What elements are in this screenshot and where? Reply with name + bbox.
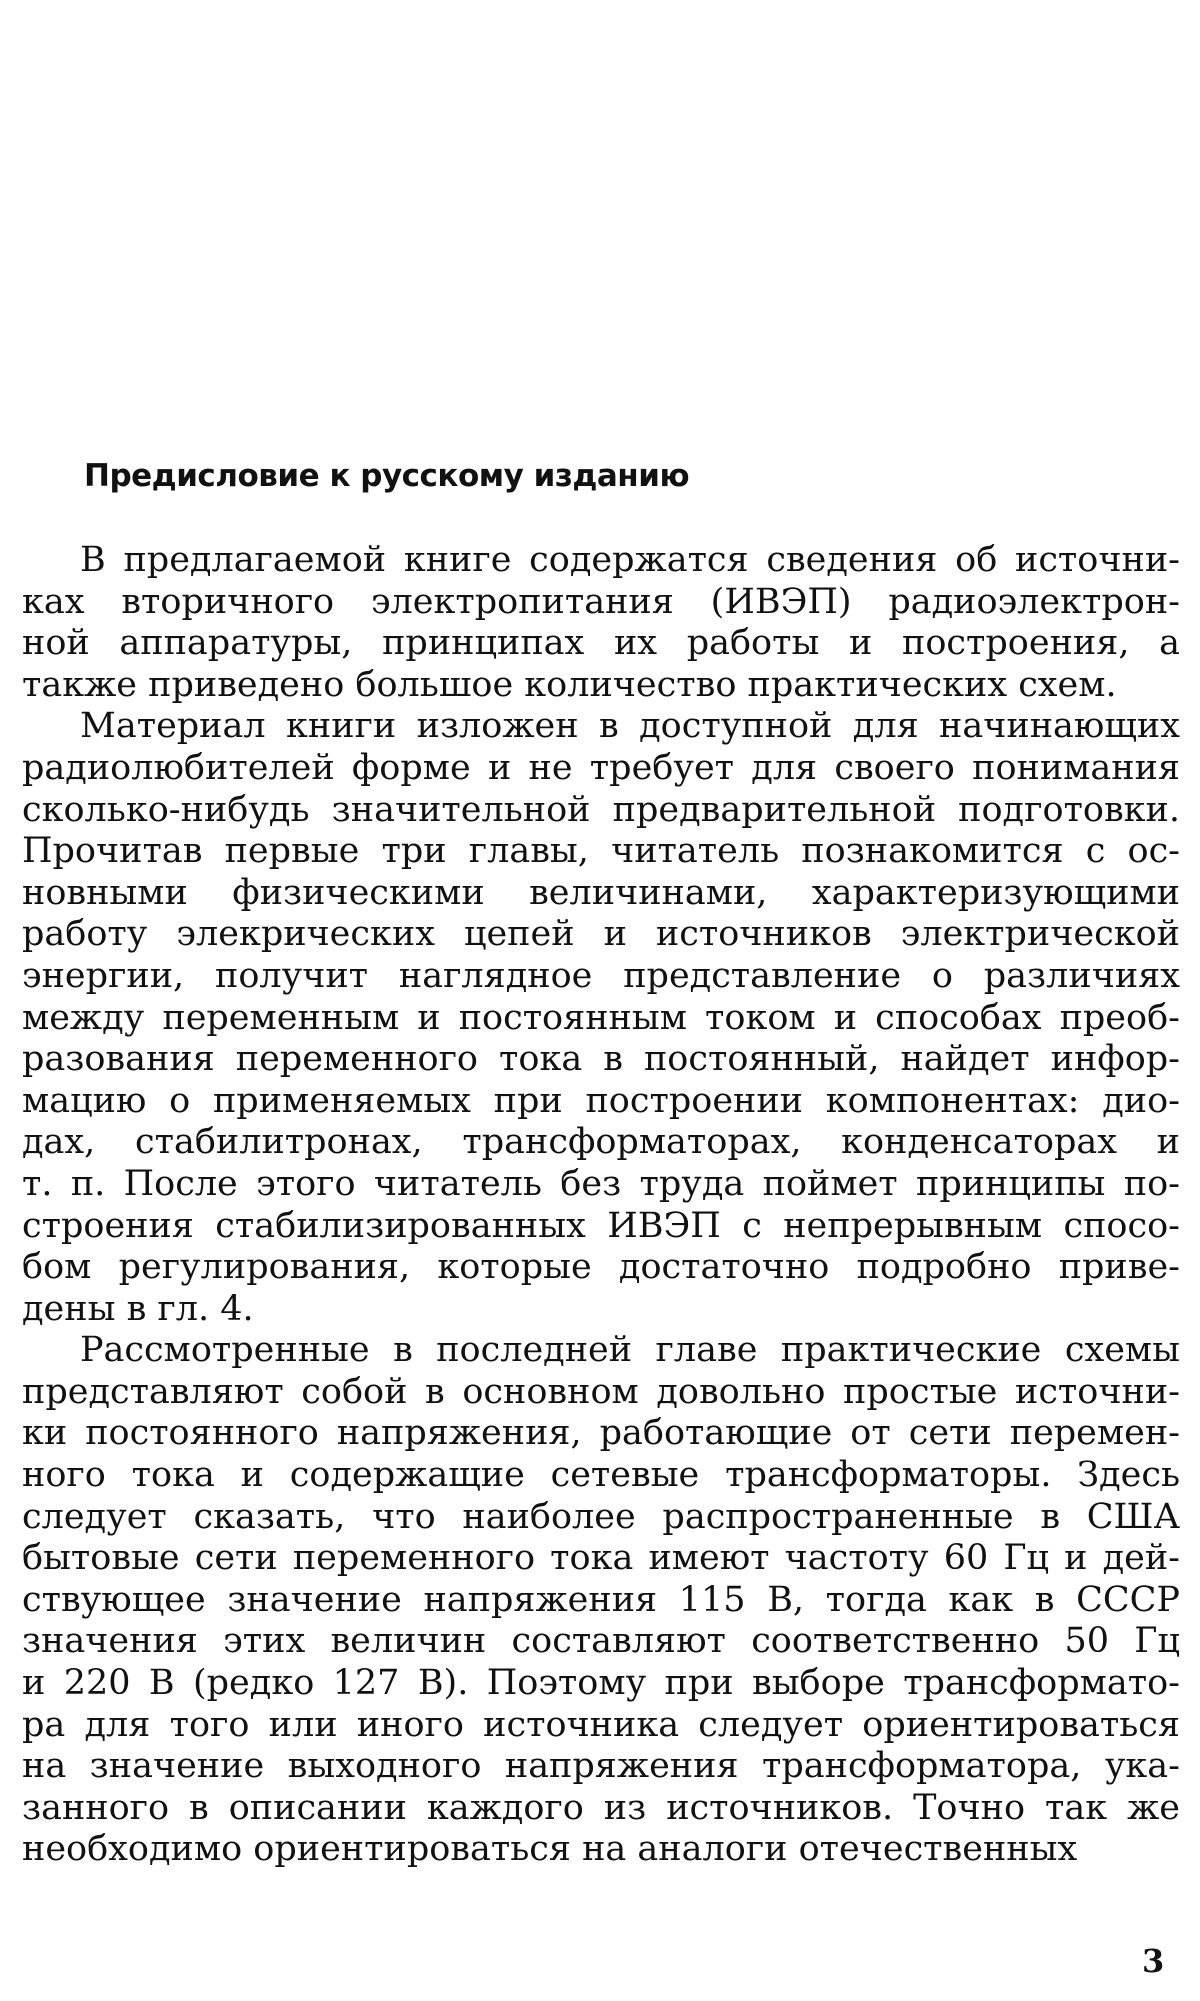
text-line: дены в гл. 4. [22,1288,254,1329]
text-line: работу элекрических цепей и источников электрической [22,914,1180,955]
text-line: следует сказать, что наиболее распространенные в США [22,1496,1180,1537]
text-line: т. п. После этого читатель без труда поймет принципы по- [22,1163,1180,1204]
text-line: на значение выходного напряжения трансформатора, ука- [22,1746,1180,1787]
text-line: также приведено большое количество практических схем. [22,664,1117,705]
text-line: ной аппаратуры, принципах их работы и построения, а [22,623,1180,664]
page-number: 3 [1142,1942,1165,1980]
text-line: и 220 В (редко 127 В). Поэтому при выборе трансформато- [22,1663,1180,1704]
text-line: между переменным и постоянным током и способах преоб- [22,997,1180,1038]
text-line: значения этих величин составляют соответственно 50 Гц [22,1621,1180,1662]
text-line: новными физическими величинами, характеризующими [22,872,1180,913]
text-line: Материал книги изложен в доступной для начинающих [80,706,1180,747]
text-line: представляют собой в основном довольно простые источни- [22,1371,1180,1412]
page-heading: Предисловие к русскому изданию [84,458,690,494]
text-line: дах, стабилитронах, трансформаторах, конденсаторах и [22,1122,1180,1163]
text-line: бытовые сети переменного тока имеют частоту 60 Гц и дей- [22,1538,1180,1579]
text-line: ствующее значение напряжения 115 В, тогда как в СССР [22,1579,1180,1620]
text-line: ки постоянного напряжения, работающие от сети перемен- [22,1413,1180,1454]
text-line: радиолюбителей форме и не требует для своего понимания [22,747,1180,788]
text-line: строения стабилизированных ИВЭП с непрерывным спосо- [22,1205,1180,1246]
text-line: Прочитав первые три главы, читатель познакомится с ос- [22,831,1180,872]
body-text [22,540,1182,1871]
text-line: бом регулирования, которые достаточно подробно приве- [22,1247,1180,1288]
text-line: занного в описании каждого из источников. Точно так же [22,1787,1180,1828]
text-line: В предлагаемой книге содержатся сведения об источни- [80,540,1180,580]
text-line: Рассмотренные в последней главе практические схемы [80,1330,1180,1371]
text-line: сколько-нибудь значительной предварительной подготовки. [22,789,1180,830]
text-line: ного тока и содержащие сетевые трансформаторы. Здесь [22,1455,1180,1496]
text-line: ках вторичного электропитания (ИВЭП) радиоэлектрон- [22,581,1180,622]
text-line: энергии, получит наглядное представление о различиях [22,955,1180,996]
text-line: необходимо ориентироваться на аналоги отечественных [22,1829,1078,1870]
text-line: разования переменного тока в постоянный, найдет инфор- [22,1039,1180,1080]
text-line: ра для того или иного источника следует ориентироваться [22,1704,1180,1745]
text-line: мацию о применяемых при построении компонентах: дио- [22,1080,1180,1121]
